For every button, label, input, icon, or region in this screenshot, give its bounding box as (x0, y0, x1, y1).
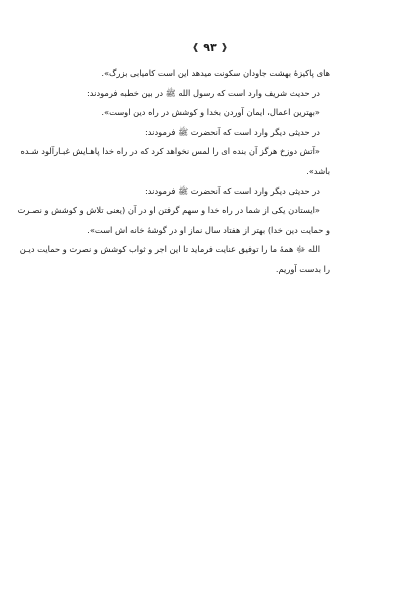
page-body-text (17, 64, 330, 280)
ornament-left-icon: ❰ (191, 43, 200, 53)
text-line: در حدیث شریف وارد است که رسول الله ﷺ در بین خطبه فرمودند: (86, 87, 320, 98)
text-line: الله ﷻ همهٔ ما را توفیق عنایت فرماید تا این اجر و ثواب کوشش و نصرت و حمایت دیـن (19, 244, 320, 255)
text-line: را بدست آوریم. (275, 263, 330, 274)
text-line: «ایستادن یکی از شما در راه خدا و سهم گرفتن او در آن (یعنی تلاش و کوشش و نصـرت (17, 205, 320, 216)
text-line: «بهترین اعمال، ایمان آوردن بخدا و کوشش در راه دین اوست». (101, 107, 320, 118)
text-line: های پاکیزهٔ بهشت جاودان سکونت میدهد این است کامیابی بزرگ». (101, 68, 330, 78)
text-line: در حدیثی دیگر وارد است که آنحضرت ﷺ فرمودند: (145, 126, 320, 137)
text-line: «آتش دوزخ هرگز آن بنده ای را لمس نخواهد کرد که در راه خدا پاهـایش غبـارآلود شـده (20, 146, 320, 157)
text-line: و حمایت دین خدا) بهتر از هفتاد سال نماز او در گوشهٔ خانه اش است». (87, 224, 330, 235)
text-line: باشد». (306, 165, 330, 176)
page-number (0, 40, 420, 56)
text-line: در حدیثی دیگر وارد است که آنحضرت ﷺ فرمودند: (145, 185, 320, 196)
ornament-right-icon: ❱ (220, 43, 229, 53)
page-number-text: ۹۳ (203, 41, 217, 54)
